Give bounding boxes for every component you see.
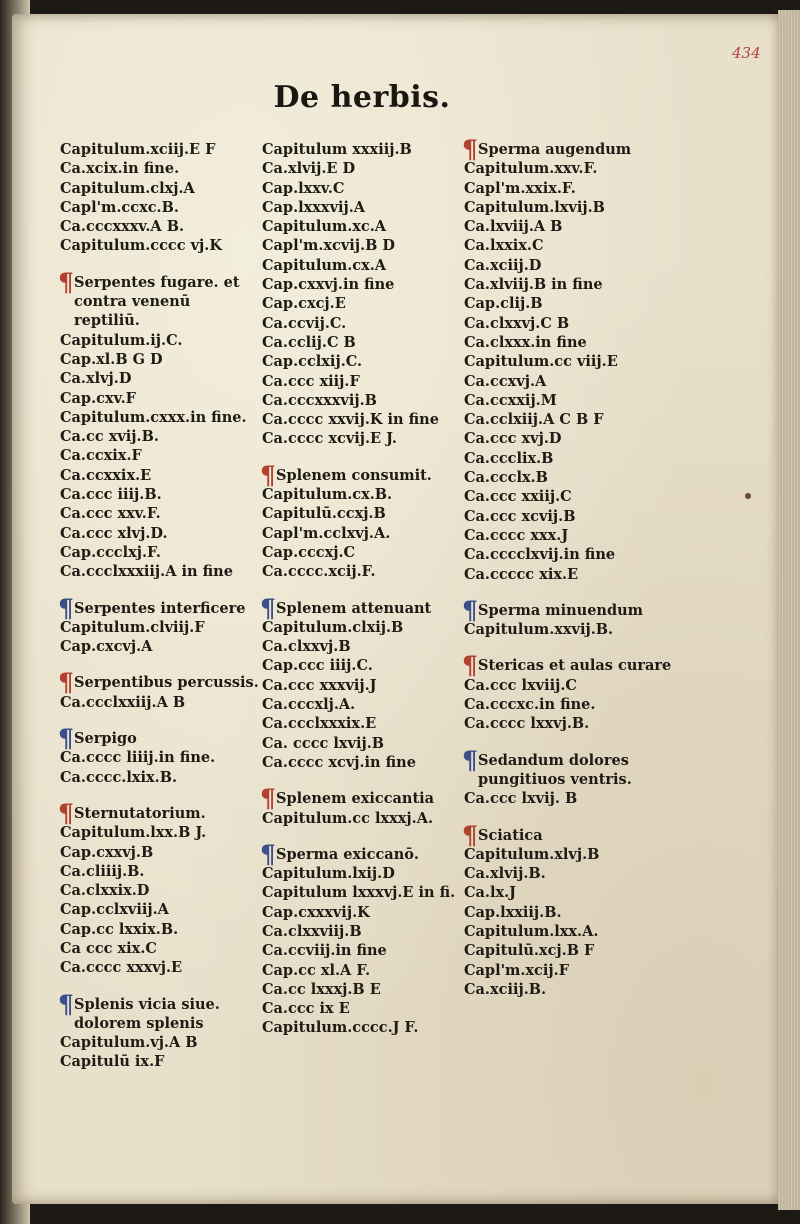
- heading-line: Serpigo: [74, 730, 137, 748]
- paragraph-mark-icon: ¶: [58, 593, 74, 623]
- heading-line: contra venenū reptiliū.: [74, 293, 191, 330]
- chapter-reference: Ca.ccc xlvj.D.: [60, 524, 168, 542]
- chapter-reference: Capitulū ix.F: [60, 1053, 165, 1071]
- chapter-reference: Capitulum.cc lxxxj.A.: [262, 809, 434, 827]
- chapter-reference: Ca.ccclxxiij.A B: [60, 693, 186, 711]
- chapter-reference: Ca.cliiij.B.: [60, 862, 145, 880]
- chapter-reference: Capitulum lxxxvj.E in fi.: [262, 884, 456, 902]
- index-column-2: [262, 140, 462, 1055]
- chapter-reference: Cap.cxxvj.in fine: [262, 276, 395, 294]
- chapter-reference: Ca.ccxvj.A: [464, 372, 547, 390]
- chapter-reference: Capitulum.cx.B.: [262, 486, 393, 504]
- chapter-reference: Capitulū.xcj.B F: [464, 942, 595, 960]
- chapter-reference: Ca.cccxxxv.A B.: [60, 218, 185, 236]
- paragraph-mark-icon: ¶: [462, 745, 478, 775]
- chapter-reference: Ca. cccc lxvij.B: [262, 734, 385, 752]
- chapter-reference: Ca.cccxc.in fine.: [464, 696, 596, 714]
- chapter-reference: Ca.xlvij.E D: [262, 160, 356, 178]
- chapter-reference: Capitulum.xciij.E F: [60, 141, 216, 158]
- chapter-reference: Cap.cclxij.C.: [262, 353, 363, 371]
- heading-line: Splenem consumit.: [276, 466, 432, 484]
- entry-heading: [58, 724, 260, 754]
- chapter-reference: Cap.lxxxvij.A: [262, 198, 366, 216]
- chapter-reference: Cap.cxcj.E: [262, 295, 346, 313]
- chapter-reference: Ca.ccc xxv.F.: [60, 505, 161, 523]
- chapter-reference: Ca.ccviij.in fine: [262, 942, 387, 960]
- paragraph-mark-icon: ¶: [462, 135, 478, 164]
- paragraph-mark-icon: ¶: [260, 460, 276, 490]
- heading-line: Sperma augendum: [478, 141, 632, 158]
- index-entry: [58, 989, 260, 1072]
- entry-heading: [462, 820, 674, 850]
- paragraph-mark-icon: ¶: [462, 651, 478, 681]
- chapter-reference: Ca.ccclxxxiij.A in fine: [60, 563, 233, 581]
- chapter-reference: Ca.cccc.lxix.B.: [60, 768, 178, 786]
- chapter-reference: Ca.ccc xcvij.B: [464, 507, 576, 525]
- chapter-reference: Capl'm.cclxvj.A.: [262, 524, 391, 542]
- chapter-reference: Ca.xlviij.B in fine: [464, 276, 603, 294]
- chapter-reference: Capitulum.ij.C.: [60, 331, 183, 349]
- chapter-reference: Ca.clxxvj.C B: [464, 314, 570, 332]
- paragraph-mark-icon: ¶: [260, 784, 276, 814]
- chapter-reference: Ca.ccc ix E: [262, 1000, 350, 1018]
- heading-line: Serpentes fugare. et: [74, 273, 240, 291]
- heading-line: Serpentes interficere: [74, 599, 246, 617]
- chapter-reference: Cap.lxxv.C: [262, 179, 345, 197]
- chapter-reference: Ca.ccxix.F: [60, 447, 142, 465]
- chapter-reference: Ca.cccxxxvij.B: [262, 391, 377, 409]
- chapter-reference: Cap.cxv.F: [60, 389, 136, 407]
- paragraph-mark-icon: ¶: [58, 989, 74, 1019]
- folio-number: 434: [732, 44, 761, 62]
- heading-line: Sedandum dolores: [478, 751, 629, 769]
- heading-line: Serpentibus percussis.: [74, 674, 259, 692]
- chapter-reference: Ca.xcix.in fine.: [60, 160, 180, 178]
- chapter-reference: Ca.ccc xiij.F: [262, 372, 360, 390]
- paper-stain: [745, 493, 751, 499]
- chapter-reference: Capitulum.lxij.D: [262, 865, 395, 883]
- chapter-reference: Capitulū.ccxj.B: [262, 505, 386, 523]
- chapter-reference: Capitulum.cx.A: [262, 256, 387, 274]
- paragraph-mark-icon: ¶: [462, 595, 478, 625]
- chapter-reference: Capitulum.xxvij.B.: [464, 621, 614, 639]
- chapter-reference: Ca.ccc iiij.B.: [60, 486, 162, 504]
- heading-line: pungitiuos ventris.: [478, 770, 632, 788]
- index-entry: [462, 820, 674, 1000]
- chapter-reference: Capitulum.lxvij.B: [464, 198, 605, 216]
- chapter-reference: Capl'm.xcij.F: [464, 961, 569, 979]
- chapter-reference: Capl'm.ccxc.B.: [60, 198, 179, 216]
- chapter-reference: Ca.xciij.D: [464, 256, 542, 274]
- paragraph-mark-icon: ¶: [58, 724, 74, 754]
- chapter-reference: Capitulum.lxx.B J.: [60, 824, 207, 842]
- chapter-reference: Ca.cccc liiij.in fine.: [60, 749, 216, 767]
- entry-heading: [462, 745, 674, 790]
- chapter-reference: Ca.ccc lxviij.C: [464, 676, 577, 694]
- chapter-reference: Ca.ccc xvj.D: [464, 430, 562, 448]
- index-entry: [260, 784, 462, 828]
- chapter-reference: Cap.cxxxvij.K: [262, 903, 370, 921]
- chapter-reference: Cap.lxxiij.B.: [464, 903, 562, 921]
- index-entry: [260, 593, 462, 773]
- running-title: De herbis.: [273, 80, 451, 115]
- chapter-reference: Capl'm.xcvij.B D: [262, 237, 395, 255]
- chapter-reference: Capitulum.vj.A B: [60, 1034, 198, 1052]
- chapter-reference: Ca.ccclxxxix.E: [262, 715, 377, 733]
- chapter-reference: Ca.clxxvj.B: [262, 638, 351, 656]
- chapter-reference: Capitulum.xlvj.B: [464, 845, 600, 863]
- chapter-reference: Capitulum.xc.A: [262, 218, 387, 236]
- chapter-reference: Ca.ccvij.C.: [262, 314, 347, 332]
- heading-line: Stericas et aulas curare: [478, 657, 672, 675]
- chapter-reference: Ca.xciij.B.: [464, 980, 547, 998]
- index-entry: [260, 460, 462, 582]
- chapter-reference: Ca.clxxx.in fine: [464, 333, 587, 351]
- chapter-reference: Ca.lxviij.A B: [464, 218, 563, 236]
- chapter-reference: Ca.cccc xxx.J: [464, 526, 569, 544]
- chapter-reference: Ca.clxxviij.B: [262, 922, 362, 940]
- chapter-reference: Ca.ccc lxvij. B: [464, 790, 578, 808]
- chapter-reference: Ca.cccxlj.A.: [262, 696, 356, 714]
- paragraph-mark-icon: ¶: [58, 668, 74, 698]
- chapter-reference: Capitulum.clviij.F: [60, 618, 205, 636]
- entry-heading: [58, 798, 260, 828]
- chapter-reference: Capl'm.xxix.F.: [464, 179, 576, 197]
- chapter-reference: Capitulum.cccc.J F.: [262, 1019, 419, 1037]
- paragraph-mark-icon: ¶: [58, 267, 74, 297]
- chapter-reference: Ca.cccclxvij.in fine: [464, 546, 616, 564]
- paragraph-mark-icon: ¶: [260, 839, 276, 869]
- entry-heading: [260, 460, 462, 490]
- chapter-reference: Ca.ccxxij.M: [464, 391, 557, 409]
- entry-heading: [58, 267, 260, 331]
- chapter-reference: Cap.clij.B: [464, 295, 543, 313]
- chapter-reference: Cap.cclxviij.A: [60, 901, 169, 919]
- chapter-reference: Ca.ccclx.B: [464, 469, 548, 487]
- entry-heading: [462, 135, 674, 164]
- chapter-reference: Ca.cc lxxxj.B E: [262, 980, 381, 998]
- chapter-reference: Capitulum.cccc vj.K: [60, 237, 222, 255]
- heading-line: Sperma minuendum: [478, 601, 643, 619]
- chapter-reference: Ca.clxxix.D: [60, 882, 150, 900]
- heading-line: Sciatica: [478, 826, 543, 844]
- index-column-3: [462, 135, 674, 1016]
- chapter-reference: Capitulum.clxij.B: [262, 618, 404, 636]
- right-page-edge: [778, 10, 800, 1210]
- index-entry: [262, 140, 462, 449]
- chapter-reference: Ca.ccccc xix.E: [464, 565, 579, 583]
- entry-heading: [462, 651, 674, 681]
- chapter-reference: Ca.cccc xxxvj.E: [60, 959, 183, 977]
- chapter-reference: Cap.ccclxj.F.: [60, 543, 161, 561]
- chapter-reference: Cap.cccxj.C: [262, 543, 356, 561]
- paragraph-mark-icon: ¶: [260, 593, 276, 623]
- heading-line: Sperma exiccanō.: [276, 845, 419, 863]
- chapter-reference: Ca.cc xvij.B.: [60, 428, 159, 446]
- chapter-reference: Capitulum.clxj.A: [60, 179, 195, 197]
- chapter-reference: Cap.cxxvj.B: [60, 843, 154, 861]
- index-entry: [58, 668, 260, 712]
- chapter-reference: Ca.lx.J: [464, 884, 517, 902]
- index-entry: [462, 745, 674, 809]
- heading-line: dolorem splenis: [74, 1014, 204, 1032]
- index-column-1: [60, 140, 260, 1089]
- chapter-reference: Ca ccc xix.C: [60, 939, 157, 957]
- chapter-reference: Cap.cc lxxix.B.: [60, 920, 179, 938]
- chapter-reference: Ca.ccc xxxvij.J: [262, 676, 377, 694]
- heading-line: Sternutatorium.: [74, 804, 206, 822]
- chapter-reference: Ca.xlvj.D: [60, 370, 132, 388]
- paragraph-mark-icon: ¶: [58, 798, 74, 828]
- index-entry: [58, 593, 260, 657]
- chapter-reference: Ca.cccc.xcij.F.: [262, 563, 376, 581]
- chapter-reference: Ca.xlvij.B.: [464, 865, 546, 883]
- chapter-reference: Ca.cclxiij.A C B F: [464, 411, 604, 429]
- chapter-reference: Capitulum.xxv.F.: [464, 160, 598, 178]
- index-entry: [462, 595, 674, 640]
- chapter-reference: Ca.cclij.C B: [262, 333, 356, 351]
- index-entry: [260, 839, 462, 1038]
- heading-line: Splenis vicia siue.: [74, 995, 220, 1013]
- chapter-reference: Ca.ccc xxiij.C: [464, 488, 572, 506]
- entry-heading: [58, 989, 260, 1034]
- chapter-reference: Cap.xl.B G D: [60, 350, 163, 368]
- index-entry: [58, 798, 260, 978]
- chapter-reference: Cap.cc xl.A F.: [262, 961, 371, 979]
- entry-heading: [58, 668, 260, 698]
- chapter-reference: Capitulum.lxx.A.: [464, 922, 599, 940]
- chapter-reference: Ca.cccc xcvij.E J.: [262, 430, 397, 448]
- entry-heading: [260, 839, 462, 869]
- chapter-reference: Cap.cxcvj.A: [60, 638, 153, 656]
- chapter-reference: Ca.lxxix.C: [464, 237, 544, 255]
- entry-heading: [260, 784, 462, 814]
- chapter-reference: Capitulum.cc viij.E: [464, 353, 618, 371]
- chapter-reference: Cap.ccc iiij.C.: [262, 657, 373, 675]
- chapter-reference: Ca.ccxxix.E: [60, 466, 152, 484]
- chapter-reference: Ca.cccc xcvj.in fine: [262, 753, 416, 771]
- chapter-reference: Ca.cccc lxxvj.B.: [464, 715, 590, 733]
- index-entry: [58, 267, 260, 582]
- chapter-reference: Ca.ccclix.B: [464, 449, 554, 467]
- index-entry: [462, 651, 674, 733]
- entry-heading: [462, 595, 674, 625]
- index-entry: [462, 135, 674, 584]
- index-entry: [58, 724, 260, 787]
- chapter-reference: Capitulum.cxxx.in fine.: [60, 408, 247, 426]
- paragraph-mark-icon: ¶: [462, 820, 478, 850]
- heading-line: Splenem exiccantia: [276, 790, 435, 808]
- index-entry: [60, 140, 260, 256]
- chapter-reference: Capitulum xxxiij.B: [262, 141, 412, 158]
- entry-heading: [58, 593, 260, 623]
- entry-heading: [260, 593, 462, 623]
- heading-line: Splenem attenuant: [276, 599, 432, 617]
- chapter-reference: Ca.cccc xxvij.K in fine: [262, 411, 439, 429]
